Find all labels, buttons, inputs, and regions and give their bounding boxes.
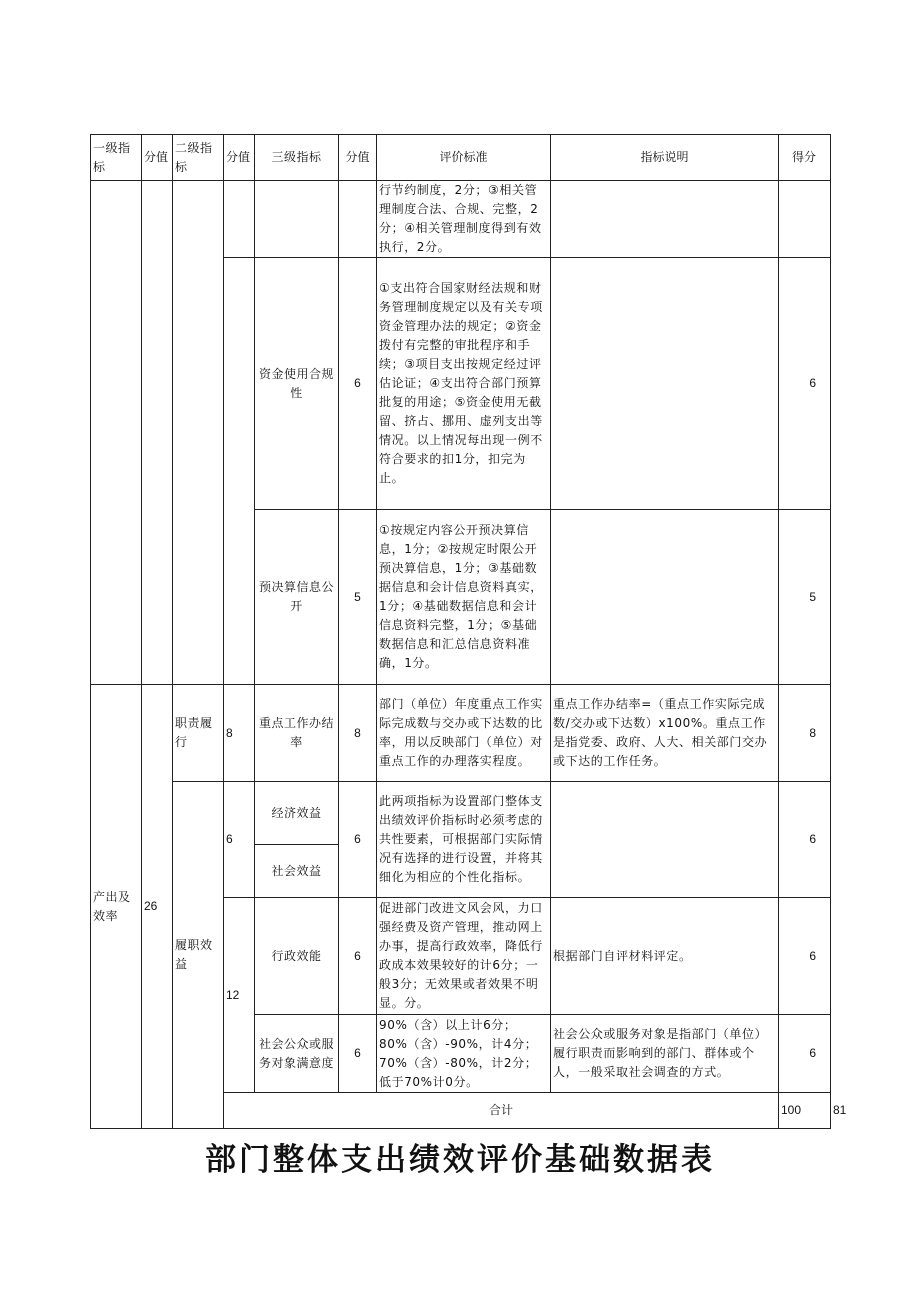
criteria-line: 70%（含）-80%，计2分；低于70%计0分。 [379,1055,538,1089]
score3-cell: 6 [339,258,377,510]
explanation-cell: 社会公众或服务对象是指部门（单位）履行职责而影响到的部门、群体或个人，一般采取社会调查的方式。 [551,1015,779,1093]
criteria-line: 90%（含）以上计6分； [379,1017,517,1032]
evaluation-table [90,134,847,1129]
earned-cell: 6 [779,1015,831,1093]
criteria-cell: ①支出符合国家财经法规和财务管理制度规定以及有关专项资金管理办法的规定；②资金拨付有完整的审批程序和手续；③项目支出按规定经过评估论证；④支出符合部门预算批复的用途；⑤资金使用无截留、挤占、挪用、虚列支出等情况。以上情况每出现一例不符合要求的扣1分，扣完为止。 [377,258,551,510]
level3-cell: 社会公众或服务对象满意度 [255,1015,339,1093]
criteria-cell: 促进部门改进文风会风，力口强经费及资产管理，推动网上办事，提高行政效率，降低行政成本效果较好的计6分；一般3分；无效果或者效果不明显。分。 [377,898,551,1015]
explanation-cell: 重点工作办结率=（重点工作实际完成数/交办或下达数）x100%。重点工作是指党委、政府、人大、相关部门交办或下达的工作任务。 [551,685,779,782]
cell-score3-empty [339,181,377,258]
criteria-cell: ①按规定内容公开预决算信息，1分；②按规定时限公开预决算信息，1分；③基础数据信息和会计信息资料真实，1分；④基础数据信息和会计信息资料完整，1分；⑤基础数据信息和汇总信息资料准确，1分。 [377,510,551,685]
header-earned: 得分 [779,135,831,181]
header-explanation: 指标说明 [551,135,779,181]
earned-cell: 5 [779,510,831,685]
score3-cell: 6 [339,1015,377,1093]
explanation-cell [551,510,779,685]
level3-cell: 经济效益 [255,782,339,845]
level2-cell: 职责履行 [173,685,224,782]
cell-level2-empty [173,181,224,685]
cell-level3-empty [255,181,339,258]
total-score: 100 [779,1093,831,1129]
level3-cell: 资金使用合规性 [255,258,339,510]
cell-score2-empty [224,181,255,258]
score3-cell: 6 [339,782,377,898]
criteria-cell: 部门（单位）年度重点工作实际完成数与交办或下达数的比率，用以反映部门（单位）对重点工作的办理落实程度。 [377,685,551,782]
table-row [91,181,831,258]
header-score2: 分值 [224,135,255,181]
level3-cell: 预决算信息公开 [255,510,339,685]
cell-score1-empty [142,181,173,685]
explanation-cell [551,258,779,510]
explanation-cell [551,181,779,258]
level1-cell: 产出及效率 [91,685,142,1129]
header-row [91,135,831,181]
header-level1: 一级指标 [91,135,142,181]
header-score3: 分值 [339,135,377,181]
score3-cell: 5 [339,510,377,685]
cell-level1-empty [91,181,142,685]
explanation-cell [551,782,779,898]
total-label: 合计 [224,1093,779,1129]
score3-cell: 8 [339,685,377,782]
page-title: 部门整体支出绩效评价基础数据表 [205,1142,715,1178]
earned-cell: 8 [779,685,831,782]
table-row [91,685,831,782]
header-level2: 二级指标 [173,135,224,181]
header-score1: 分值 [142,135,173,181]
level3-cell: 重点工作办结率 [255,685,339,782]
header-criteria: 评价标准 [377,135,551,181]
score2-cell: 6 [224,782,255,898]
earned-cell: 6 [779,782,831,898]
level3-cell: 社会效益 [255,845,339,898]
cell-score2-empty [224,258,255,685]
earned-cell: 6 [779,258,831,510]
score3-cell: 6 [339,898,377,1015]
total-row: 合计 100 81 [91,1093,831,1129]
level2-cell: 履职效益 [173,782,224,1129]
score2-cell: 12 [224,898,255,1093]
table-row [91,782,831,845]
earned-cell: 6 [779,898,831,1015]
criteria-line: 80%（含）-90%，计4分； [379,1036,538,1051]
criteria-cell [377,1015,551,1093]
earned-cell [779,181,831,258]
criteria-cell: 行节约制度，2分；③相关管理制度合法、合规、完整，2分；④相关管理制度得到有效执行，2分。 [377,181,551,258]
score1-cell: 26 [142,685,173,1129]
score2-cell: 8 [224,685,255,782]
explanation-cell: 根据部门自评材料评定。 [551,898,779,1015]
header-level3: 三级指标 [255,135,339,181]
criteria-cell: 此两项指标为设置部门整体支出绩效评价指标时必须考虑的共性要素，可根据部门实际情况有选择的进行设置，并将其细化为相应的个性化指标。 [377,782,551,898]
level3-cell: 行政效能 [255,898,339,1015]
